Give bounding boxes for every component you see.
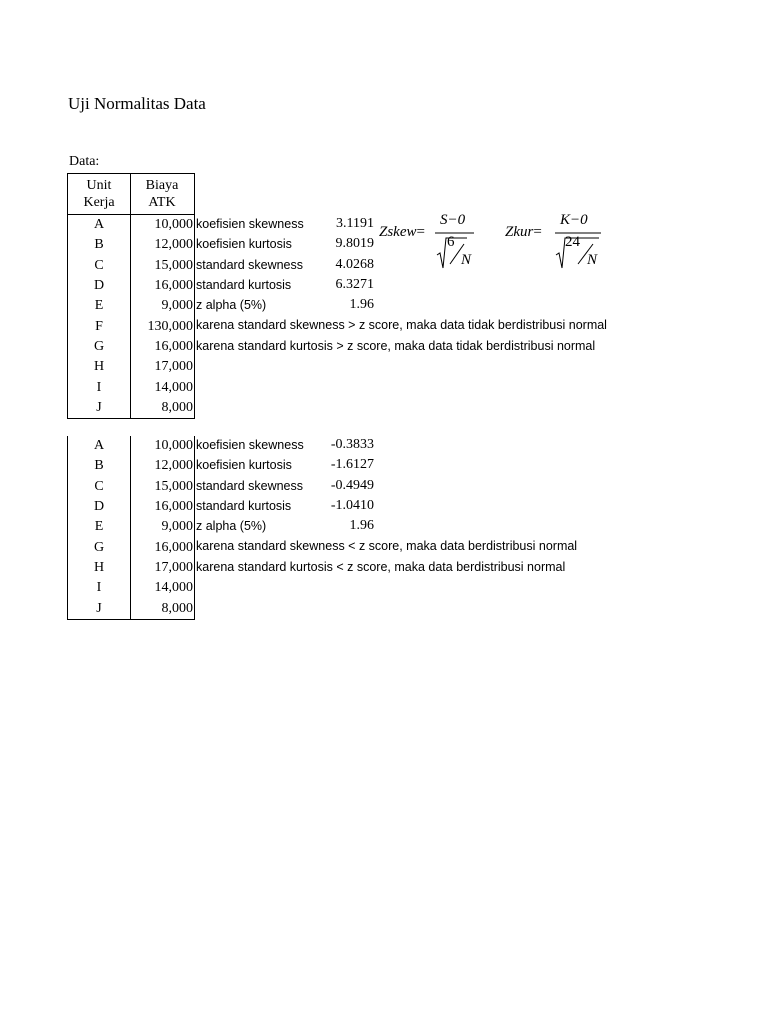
conclusion-text: karena standard skewness > z score, maka data tidak berdistribusi normal [196,318,607,333]
unit-cell: D [68,497,131,517]
unit-cell: H [68,558,131,578]
value-cell: 8,000 [131,398,195,419]
stats-panel-2 [196,435,646,577]
unit-cell: I [68,377,131,397]
stat-row [196,455,646,475]
stat-value: -0.4949 [330,477,374,493]
value-cell: 14,000 [131,377,195,397]
header-biaya-line2: ATK [148,195,176,210]
zkur-denominator: N [587,252,598,268]
zkur-formula [505,212,605,272]
table-header-row [68,174,195,215]
unit-cell: E [68,296,131,316]
table-row [68,436,195,456]
table-row [68,337,195,357]
unit-cell: E [68,517,131,537]
table-row [68,215,195,236]
table-row [68,357,195,377]
value-cell: 10,000 [131,436,195,456]
table-row [68,456,195,476]
unit-cell: C [68,477,131,497]
zkur-numerator: K−0 [560,212,588,228]
data-table-1 [67,173,195,419]
value-cell: 9,000 [131,296,195,316]
stat-row [196,275,646,295]
table-row [68,256,195,276]
value-cell: 9,000 [131,517,195,537]
unit-cell: B [68,235,131,255]
table-row [68,316,195,336]
header-biaya-line1: Biaya [145,178,179,193]
unit-cell: I [68,578,131,598]
unit-cell: F [68,316,131,336]
table-row [68,477,195,497]
stat-label: koefisien skewness [196,438,304,452]
value-cell: 17,000 [131,357,195,377]
conclusion-text: karena standard skewness < z score, maka data berdistribusi normal [196,539,578,554]
stat-label: z alpha (5%) [196,519,267,534]
stat-label: koefisien skewness [196,217,304,231]
unit-cell: H [68,357,131,377]
zkur-equals: = [533,224,542,240]
stat-row [196,476,646,496]
value-cell: 10,000 [131,215,195,236]
table-row [68,558,195,578]
table-row [68,598,195,619]
stat-label: koefisien kurtosis [196,458,292,473]
conclusion-row [196,557,646,577]
table-row [68,497,195,517]
value-cell: 15,000 [131,477,195,497]
value-cell: 8,000 [131,598,195,619]
stat-value: 1.96 [349,297,374,313]
stat-row [196,435,646,455]
stat-value: -0.3833 [330,437,374,452]
table-row [68,517,195,537]
stat-value: 6.3271 [335,276,374,292]
unit-cell: A [68,215,131,236]
unit-cell: G [68,337,131,357]
unit-cell: J [68,398,131,419]
value-cell: 15,000 [131,256,195,276]
stat-label: standard skewness [196,478,304,493]
header-biaya-atk [131,174,195,215]
zskew-denominator: N [461,252,472,268]
table-row [68,398,195,419]
unit-cell: C [68,256,131,276]
unit-cell: A [68,436,131,456]
stat-label: standard skewness [196,257,304,272]
zkur-lhs: Zkur [505,224,534,240]
table-row [68,377,195,397]
stat-row [196,516,646,536]
value-cell: 17,000 [131,558,195,578]
conclusion-text: karena standard kurtosis < z score, maka data berdistribusi normal [196,559,566,574]
zkur-root-value: 24 [565,234,580,250]
unit-cell: J [68,598,131,619]
value-cell: 16,000 [131,337,195,357]
value-cell: 14,000 [131,578,195,598]
stat-row [196,295,646,315]
data-table-2 [67,436,195,620]
table-row [68,578,195,598]
table-row [68,296,195,316]
stat-value: 4.0268 [335,256,374,272]
stat-value: -1.6127 [330,457,374,473]
stat-value: 3.1191 [336,216,374,231]
value-cell: 130,000 [131,316,195,336]
zskew-root-value: 6 [447,234,455,250]
value-cell: 16,000 [131,276,195,296]
table-row [68,276,195,296]
unit-cell: D [68,276,131,296]
zskew-formula [379,212,479,272]
stat-label: koefisien kurtosis [196,237,292,252]
data-label: Data: [69,154,100,169]
table-row [68,235,195,255]
stat-label: z alpha (5%) [196,298,267,313]
stat-row [196,496,646,516]
unit-cell: G [68,537,131,557]
stat-value: -1.0410 [330,497,374,513]
header-unit-kerja [68,174,131,215]
conclusion-row [196,315,646,335]
page-title: Uji Normalitas Data [68,94,206,113]
stat-label: standard kurtosis [196,277,292,292]
zskew-lhs: Zskew [379,224,417,240]
stat-label: standard kurtosis [196,498,292,513]
table-row [68,537,195,557]
header-unit-line2: Kerja [83,195,115,210]
unit-cell: B [68,456,131,476]
value-cell: 12,000 [131,456,195,476]
value-cell: 16,000 [131,537,195,557]
stat-value: 1.96 [349,518,374,534]
conclusion-text: karena standard kurtosis > z score, maka data tidak berdistribusi normal [196,338,596,353]
zskew-numerator: S−0 [440,212,466,228]
value-cell: 12,000 [131,235,195,255]
conclusion-row [196,536,646,556]
conclusion-row [196,336,646,356]
value-cell: 16,000 [131,497,195,517]
stat-value: 9.8019 [335,236,374,252]
zskew-equals: = [416,224,425,240]
header-unit-line1: Unit [86,178,112,193]
